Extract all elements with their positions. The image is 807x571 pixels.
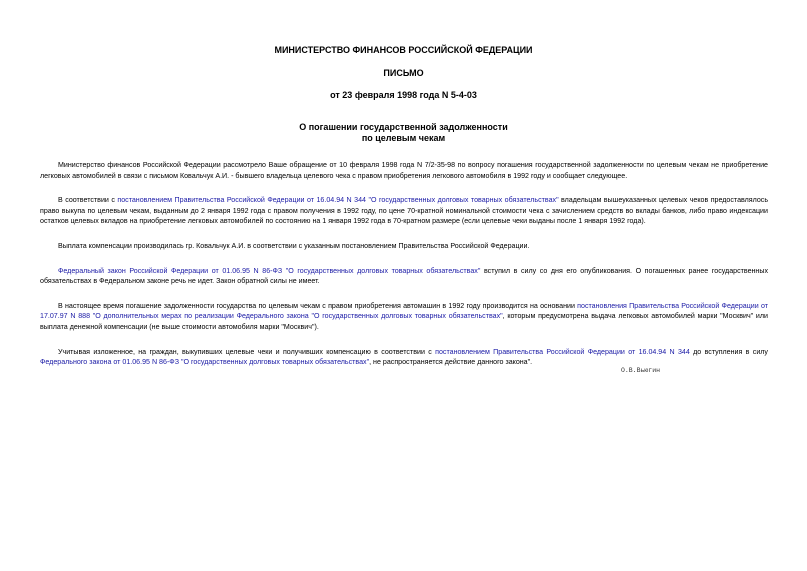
document-type: ПИСЬМО	[383, 68, 424, 78]
paragraph-6	[40, 347, 768, 368]
paragraph-5-text-post: , которым предусмотрена выдача легковых автомобилей марки "Москвич" или выплата денежной компенсации (не выше стоимости автомобиля марки "Москвич").	[40, 312, 768, 331]
paragraph-4-text-post: вступил в силу со дня его опубликования. О погашенных ранее государственных обязательствах в Федеральном законе речь не идет. Закон обратной силы не имеет.	[40, 266, 768, 286]
link-federal-law-86[interactable]: Федеральный закон Российской Федерации от 01.06.95 N 86-ФЗ "О государственных долговых товарных обязательствах"	[58, 266, 481, 275]
link-decree-888[interactable]: постановления Правительства Российской Федерации от 17.07.97 N 888 "О дополнительных мерах по реализации Федерального закона "О государственных долговых товарных обязательствах"	[40, 301, 768, 321]
paragraph-3: Выплата компенсации производилась гр. Ковальчук А.И. в соответствии с указанным постановлением Правительства Российской Федерации.	[58, 241, 530, 250]
subject-line-1: О погашении государственной задолженности	[299, 122, 508, 132]
paragraph-4	[40, 266, 768, 287]
document-subject	[0, 122, 807, 144]
link-decree-344-second[interactable]: постановлением Правительства Российской Федерации от 16.04.94 N 344	[435, 347, 690, 356]
document-date-number: от 23 февраля 1998 года N 5-4-03	[330, 90, 477, 100]
paragraph-5-text-pre: В настоящее время погашение задолженности государства по целевым чекам с правом приобретения автомашин в 1992 году производится на основании	[58, 301, 578, 310]
link-federal-law-86-second[interactable]: Федерального закона от 01.06.95 N 86-ФЗ "О государственных долговых товарных обязательствах"	[40, 358, 370, 367]
paragraph-1: Министерство финансов Российской Федерации рассмотрело Ваше обращение от 10 февраля 1998 года N 7/2-35-98 по вопросу погашения государственной задолженности по целевым чекам не приобретение легковых автомобилей в связи с письмом Ковальчук А.И. - бывшего владельца целевого чека с правом приобретения легкового автомобиля в 1992 году и сообщает следующее.	[40, 161, 768, 180]
paragraph-6-text-pre: Учитывая изложенное, на граждан, выкупивших целевые чеки и получивших компенсацию в соответствии с	[58, 347, 436, 356]
paragraph-2-text-pre: В соответствии с	[58, 196, 118, 205]
paragraph-6-text-mid: до вступления в силу	[689, 347, 768, 356]
paragraph-2	[40, 195, 768, 227]
subject-line-2: по целевым чекам	[361, 133, 446, 143]
paragraph-2-text-post: владельцам вышеуказанных целевых чеков предоставлялось право выкупа по целевым чекам, выданным до 2 января 1992 года с правом получения в 1992 году, по цене 70-кратной номинальной стоимости чека с зачислением средств во вклады банков, либо право индексации остатков целевых вкладов на приобретение легковых автомобилей по состоянию на 1 января 1992 года в 70-кратном размере (если целевые чеки выданы после 1 января 1992 года).	[40, 196, 769, 226]
signature: О.В.Вьюгин	[620, 367, 660, 374]
paragraph-5	[40, 301, 768, 333]
link-decree-344[interactable]: постановлением Правительства Российской Федерации от 16.04.94 N 344 "О государственных долговых товарных обязательствах"	[117, 196, 559, 205]
document-body	[40, 160, 768, 382]
ministry-title: МИНИСТЕРСТВО ФИНАНСОВ РОССИЙСКОЙ ФЕДЕРАЦИИ	[274, 45, 533, 55]
paragraph-6-text-post: , не распространяется действие данного закона".	[369, 358, 533, 367]
